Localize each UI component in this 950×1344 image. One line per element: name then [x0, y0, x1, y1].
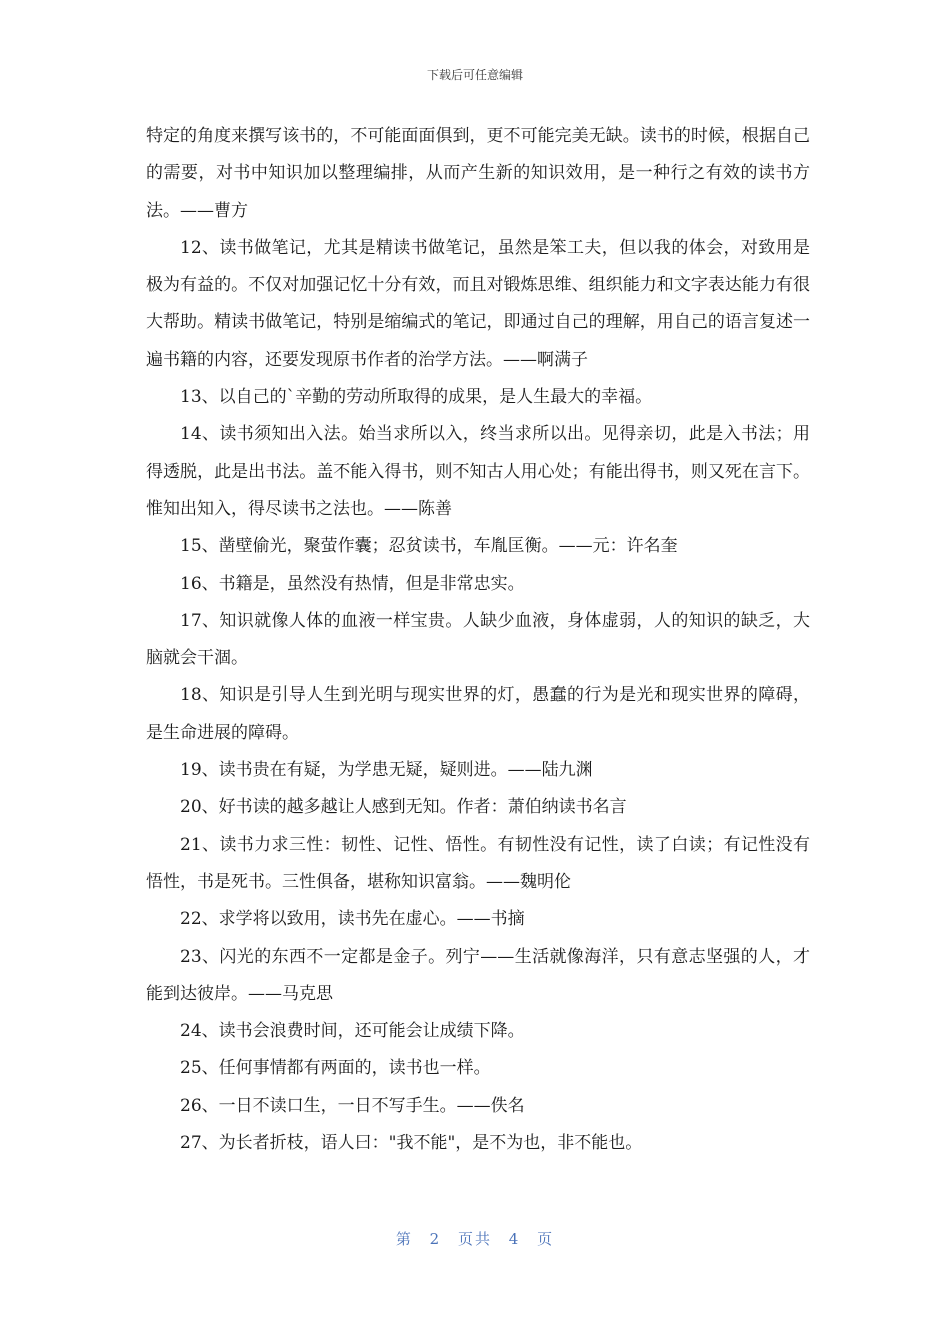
quote-15: 15、凿壁偷光，聚萤作囊；忍贫读书，车胤匡衡。——元：许名奎 — [180, 536, 678, 557]
page-header: 下载后可任意编辑 — [426, 68, 523, 82]
quote-21: 21、读书力求三性：韧性、记性、悟性。有韧性没有记性，读了白读；有记性没有悟性，书是死书。三性俱备，堪称知识富翁。——魏明伦 — [146, 834, 810, 892]
quote-22: 22、求学将以致用，读书先在虚心。——书摘 — [180, 909, 525, 930]
quote-17: 17、知识就像人体的血液一样宝贵。人缺少血液，身体虚弱，人的知识的缺乏，大脑就会干涸。 — [146, 610, 810, 669]
quote-20: 20、好书读的越多越让人感到无知。作者：萧伯纳读书名言 — [180, 797, 627, 818]
quote-26: 26、一日不读口生，一日不写手生。——佚名 — [180, 1095, 525, 1116]
document-body — [146, 118, 810, 1162]
page-number-footer: 第 2 页共 4 页 — [395, 1230, 555, 1248]
paragraph-continuation: 特定的角度来撰写该书的，不可能面面俱到，更不可能完美无缺。读书的时候，根据自己的需要，对书中知识加以整理编排，从而产生新的知识效用，是一种行之有效的读书方法。——曹方 — [146, 126, 810, 221]
quote-16: 16、书籍是，虽然没有热情，但是非常忠实。 — [180, 573, 525, 594]
quote-14: 14、读书须知出入法。始当求所以入，终当求所以出。见得亲切，此是入书法；用得透脱，此是出书法。盖不能入得书，则不知古人用心处；有能出得书，则又死在言下。惟知出知入，得尽读书之法也。——陈善 — [146, 424, 810, 519]
quote-12: 12、读书做笔记，尤其是精读书做笔记，虽然是笨工夫，但以我的体会，对致用是极为有益的。不仅对加强记忆十分有效，而且对锻炼思维、组织能力和文字表达能力有很大帮助。精读书做笔记，特别是缩编式的笔记，即通过自己的理解，用自己的语言复述一遍书籍的内容，还要发现原书作者的治学方法。——啊满子 — [146, 237, 810, 370]
quote-27: 27、为长者折枝，语人曰："我不能"，是不为也，非不能也。 — [180, 1133, 643, 1154]
quote-18: 18、知识是引导人生到光明与现实世界的灯，愚蠢的行为是光和现实世界的障碍，是生命进展的障碍。 — [146, 685, 810, 743]
quote-19: 19、读书贵在有疑，为学患无疑，疑则进。——陆九渊 — [180, 760, 593, 781]
quote-13: 13、以自己的`辛勤的劳动所取得的成果，是人生最大的幸福。 — [180, 387, 653, 408]
quote-25: 25、任何事情都有两面的，读书也一样。 — [180, 1058, 491, 1079]
quote-23: 23、闪光的东西不一定都是金子。列宁——生活就像海洋，只有意志坚强的人，才能到达彼岸。——马克思 — [146, 946, 810, 1004]
quote-24: 24、读书会浪费时间，还可能会让成绩下降。 — [180, 1021, 525, 1042]
